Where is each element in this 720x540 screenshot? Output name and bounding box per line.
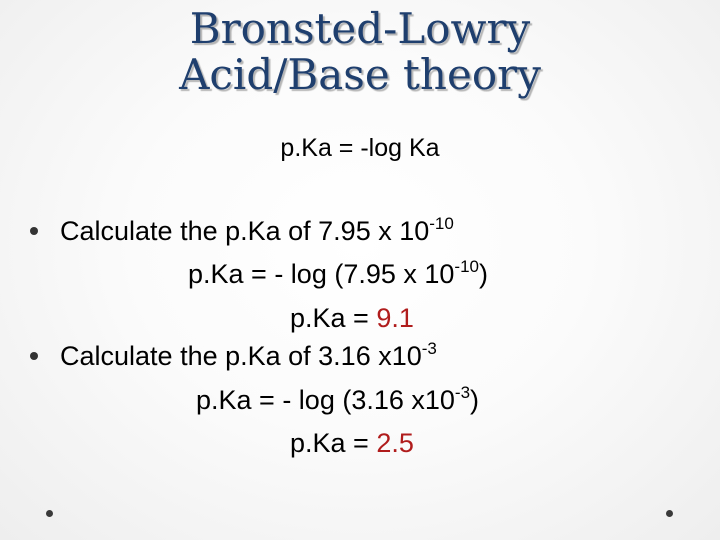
problem-2-question-text: Calculate the p.Ka of 3.16 x10 <box>60 341 422 371</box>
slide-title <box>0 6 720 98</box>
problem-2-question-exponent: -3 <box>421 339 437 358</box>
title-line-2: Acid/Base theory <box>179 50 541 99</box>
problem-1-work-close: ) <box>479 259 488 289</box>
problem-1-question <box>30 214 454 248</box>
problem-1-question-exponent: -10 <box>429 214 454 233</box>
problem-1-answer-line <box>290 301 414 335</box>
problem-2-answer-line <box>290 426 414 460</box>
problem-2-work <box>196 383 479 417</box>
problem-2-work-text: p.Ka = - log (3.16 x10 <box>196 385 455 415</box>
problem-1-work <box>188 257 488 291</box>
problem-2-answer: 2.5 <box>376 428 414 458</box>
bullet-icon <box>30 227 38 235</box>
problem-2-work-close: ) <box>470 385 480 415</box>
corner-dot-right-icon <box>666 510 673 517</box>
problem-1-work-exponent: -10 <box>454 257 479 276</box>
problem-1-work-text: p.Ka = - log (7.95 x 10 <box>188 259 455 289</box>
bullet-icon <box>30 352 38 360</box>
problem-1-answer: 9.1 <box>376 303 414 333</box>
problem-2-work-exponent: -3 <box>454 383 471 402</box>
formula-subtitle: p.Ka = -log Ka <box>280 134 440 162</box>
problem-1-question-text: Calculate the p.Ka of 7.95 x 10 <box>60 216 430 246</box>
problem-1-answer-label: p.Ka = <box>290 303 377 333</box>
problem-2-answer-label: p.Ka = <box>290 428 377 458</box>
corner-dot-left-icon <box>46 510 53 517</box>
title-line-1: Bronsted-Lowry <box>189 4 531 53</box>
problem-2-question <box>30 339 437 373</box>
